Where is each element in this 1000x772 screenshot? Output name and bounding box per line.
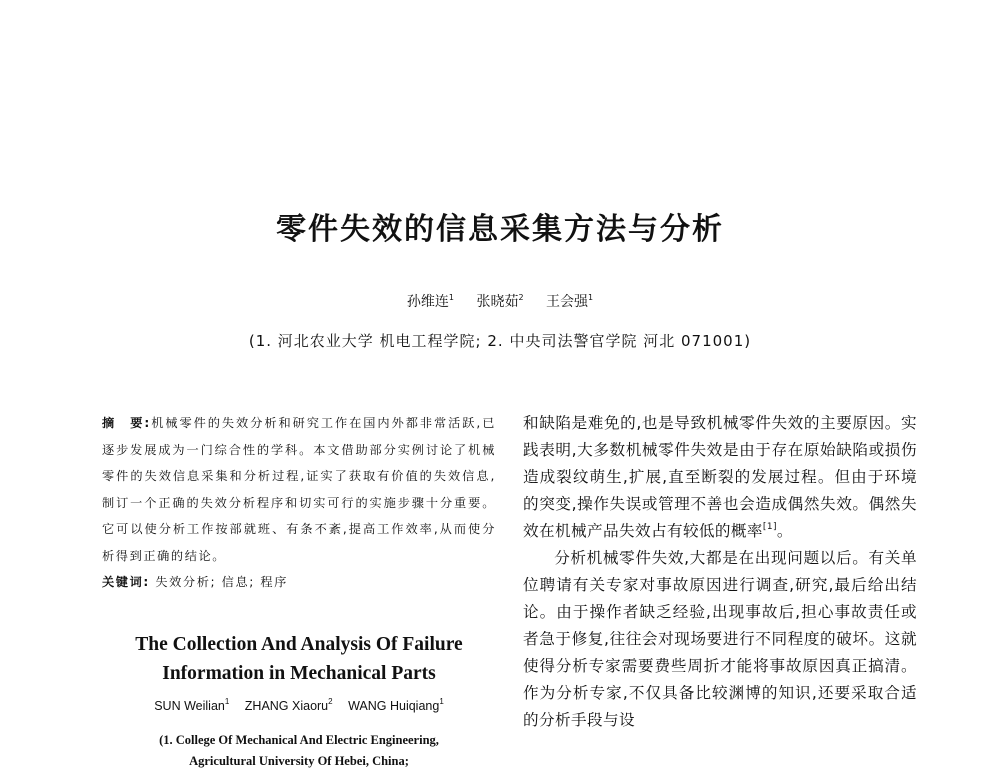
author-affil-mark: 2 xyxy=(328,697,333,706)
body-text: 。 xyxy=(776,522,793,540)
author-zh xyxy=(407,294,454,310)
abstract-label: 摘 要: xyxy=(102,416,151,430)
affiliation-zh: (1. 河北农业大学 机电工程学院; 2. 中央司法警官学院 河北 071001) xyxy=(248,332,752,350)
keywords-text: 失效分析; 信息; 程序 xyxy=(155,575,288,589)
title-en-line: The Collection And Analysis Of Failure xyxy=(135,634,463,655)
citation-ref[interactable]: [1] xyxy=(762,522,777,532)
left-column xyxy=(102,410,496,595)
author-affil-mark: 1 xyxy=(448,293,454,302)
body-paragraph xyxy=(523,410,917,545)
author-name: ZHANG Xiaoru xyxy=(244,699,329,713)
authors-zh xyxy=(0,292,1000,312)
author-affil-mark: 1 xyxy=(439,697,444,706)
right-column xyxy=(523,410,917,734)
author-name: WANG Huiqiang xyxy=(348,699,440,713)
author-affil-mark: 1 xyxy=(588,293,594,302)
keywords-zh xyxy=(102,569,496,595)
author-zh xyxy=(546,294,593,310)
author-name: 孙维连 xyxy=(406,294,449,310)
title-en-line: Information in Mechanical Parts xyxy=(162,663,436,684)
body-paragraph: 分析机械零件失效,大都是在出现问题以后。有关单位聘请有关专家对事故原因进行调查,研究,最后给出结论。由于操作者缺乏经验,出现事故后,担心事故责任或者急于修复,往往会对现场要进行不同程度的破坏。这就使得分析专家需要费些周折才能将事故原因真正搞清。作为分析专家,不仅具备比较渊博的知识,还要采取合适的分析手段与设 xyxy=(523,549,917,729)
author-en xyxy=(245,699,333,713)
keywords-label: 关键词: xyxy=(102,575,150,589)
affiliation-en-line: Agricultural University Of Hebei, China; xyxy=(189,754,409,768)
author-zh xyxy=(476,294,523,310)
author-name: SUN Weilian xyxy=(154,699,225,713)
author-en xyxy=(154,699,229,713)
affiliation-en xyxy=(102,730,496,772)
authors-en xyxy=(102,697,496,715)
author-name: 王会强 xyxy=(546,294,588,310)
body-text: 和缺陷是难免的,也是导致机械零件失效的主要原因。实践表明,大多数机械零件失效是由于存在原始缺陷或损伤造成裂纹萌生,扩展,直至断裂的发展过程。但由于环境的突变,操作失误或管理不善也会造成偶然失效。偶然失效在机械产品失效占有较低的概率 xyxy=(523,414,917,540)
author-affil-mark: 2 xyxy=(518,293,524,302)
author-affil-mark: 1 xyxy=(224,697,230,706)
paper-title-zh: 零件失效的信息采集方法与分析 xyxy=(276,212,724,247)
abstract-text: 机械零件的失效分析和研究工作在国内外都非常活跃,已逐步发展成为一门综合性的学科。本文借助部分实例讨论了机械零件的失效信息采集和分析过程,证实了获取有价值的失效信息,制订一个正确的失效分析程序和切实可行的实施步骤十分重要。它可以使分析工作按部就班、有条不紊,提高工作效率,从而使分析得到正确的结论。 xyxy=(102,416,496,563)
author-en xyxy=(348,699,444,713)
abstract-zh xyxy=(102,410,496,569)
affiliation-en-line: (1. College Of Mechanical And Electric Engineering, xyxy=(159,733,439,747)
paper-title-en xyxy=(102,630,496,688)
author-name: 张晓茹 xyxy=(476,294,519,310)
